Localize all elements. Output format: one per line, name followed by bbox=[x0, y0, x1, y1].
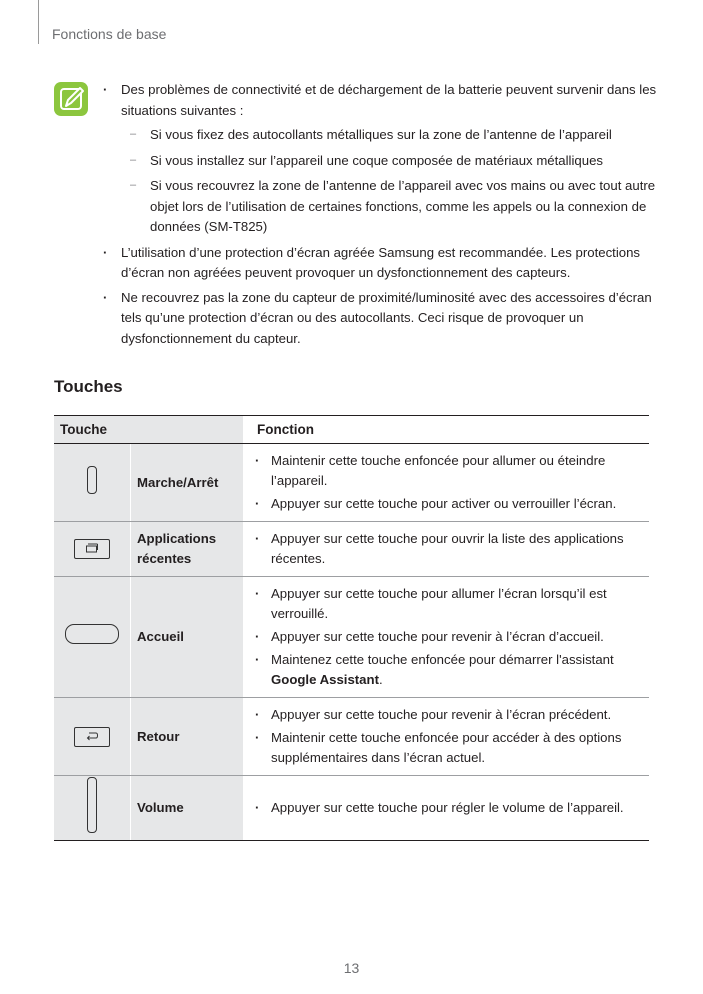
note-bullet-screen-protector: · L’utilisation d’une protection d’écran agréée Samsung est recommandée. Les protections d’écran non agréées peuvent provoquer un dysfonctionnement des capteurs. bbox=[100, 243, 660, 284]
home-key-icon bbox=[65, 624, 119, 644]
key-icon-cell bbox=[54, 776, 131, 841]
table-row bbox=[54, 577, 649, 698]
key-functions bbox=[243, 698, 649, 776]
key-functions bbox=[243, 776, 649, 841]
key-functions bbox=[243, 577, 649, 698]
function-item: · Appuyer sur cette touche pour revenir à l’écran précédent. bbox=[253, 705, 637, 725]
page-number: 13 bbox=[343, 960, 360, 976]
key-name: Accueil bbox=[131, 577, 244, 698]
function-item: · Maintenir cette touche enfoncée pour accéder à des options supplémentaires dans l’écran actuel. bbox=[253, 728, 637, 768]
key-name: Volume bbox=[131, 776, 244, 841]
function-item: · Appuyer sur cette touche pour activer ou verrouiller l’écran. bbox=[253, 494, 637, 514]
note-list bbox=[100, 80, 660, 353]
function-item: · Appuyer sur cette touche pour revenir à l’écran d’accueil. bbox=[253, 627, 637, 647]
note-subitem: – Si vous recouvrez la zone de l’antenne de l’appareil avec vos mains ou avec tout autre objet lors de l’utilisation de certaines fonctions, comme les appels ou la connexion de données (SM-T825) bbox=[100, 176, 660, 238]
key-icon-cell bbox=[54, 444, 131, 522]
key-name: Marche/Arrêt bbox=[131, 444, 244, 522]
column-header-function: Fonction bbox=[243, 416, 649, 444]
note-bullet-connectivity: · Des problèmes de connectivité et de déchargement de la batterie peuvent survenir dans les situations suivantes : bbox=[100, 80, 660, 121]
key-name: Applications récentes bbox=[131, 522, 244, 577]
key-functions bbox=[243, 444, 649, 522]
keys-table bbox=[54, 415, 649, 841]
table-row bbox=[54, 444, 649, 522]
table-row bbox=[54, 776, 649, 841]
note-bullet-sensor: · Ne recouvrez pas la zone du capteur de proximité/luminosité avec des accessoires d’écran tels qu’une protection d’écran ou des autocollants. Ceci risque de provoquer un dysfonctionnement du capteur. bbox=[100, 288, 660, 350]
back-key-icon bbox=[74, 727, 110, 747]
key-icon-cell bbox=[54, 522, 131, 577]
assistant-name: Google Assistant bbox=[271, 672, 379, 687]
key-icon-cell bbox=[54, 698, 131, 776]
assistant-text: Maintenez cette touche enfoncée pour démarrer l'assistant bbox=[271, 652, 614, 667]
key-icon-cell bbox=[54, 577, 131, 698]
key-name: Retour bbox=[131, 698, 244, 776]
note-sublist bbox=[100, 125, 660, 238]
function-item: · Maintenir cette touche enfoncée pour allumer ou éteindre l’appareil. bbox=[253, 451, 637, 491]
volume-key-icon bbox=[87, 777, 97, 833]
table-row bbox=[54, 698, 649, 776]
table-header-row bbox=[54, 416, 649, 444]
power-key-icon bbox=[87, 466, 97, 494]
running-header: Fonctions de base bbox=[52, 26, 167, 42]
note-subitem: – Si vous installez sur l’appareil une coque composée de matériaux métalliques bbox=[100, 151, 660, 172]
function-item: · Appuyer sur cette touche pour régler le volume de l’appareil. bbox=[253, 798, 637, 818]
column-header-key: Touche bbox=[54, 416, 243, 444]
assistant-suffix: . bbox=[378, 672, 383, 687]
function-item: · Appuyer sur cette touche pour ouvrir la liste des applications récentes. bbox=[253, 529, 637, 569]
note-pencil-icon bbox=[54, 82, 88, 116]
header-divider bbox=[38, 0, 39, 44]
table-row bbox=[54, 522, 649, 577]
section-title: Touches bbox=[54, 377, 123, 396]
function-item: · Appuyer sur cette touche pour allumer l’écran lorsqu’il est verrouillé. bbox=[253, 584, 637, 624]
key-functions bbox=[243, 522, 649, 577]
note-subitem: – Si vous fixez des autocollants métalliques sur la zone de l’antenne de l’appareil bbox=[100, 125, 660, 146]
recent-apps-key-icon bbox=[74, 539, 110, 559]
function-item bbox=[253, 650, 637, 690]
